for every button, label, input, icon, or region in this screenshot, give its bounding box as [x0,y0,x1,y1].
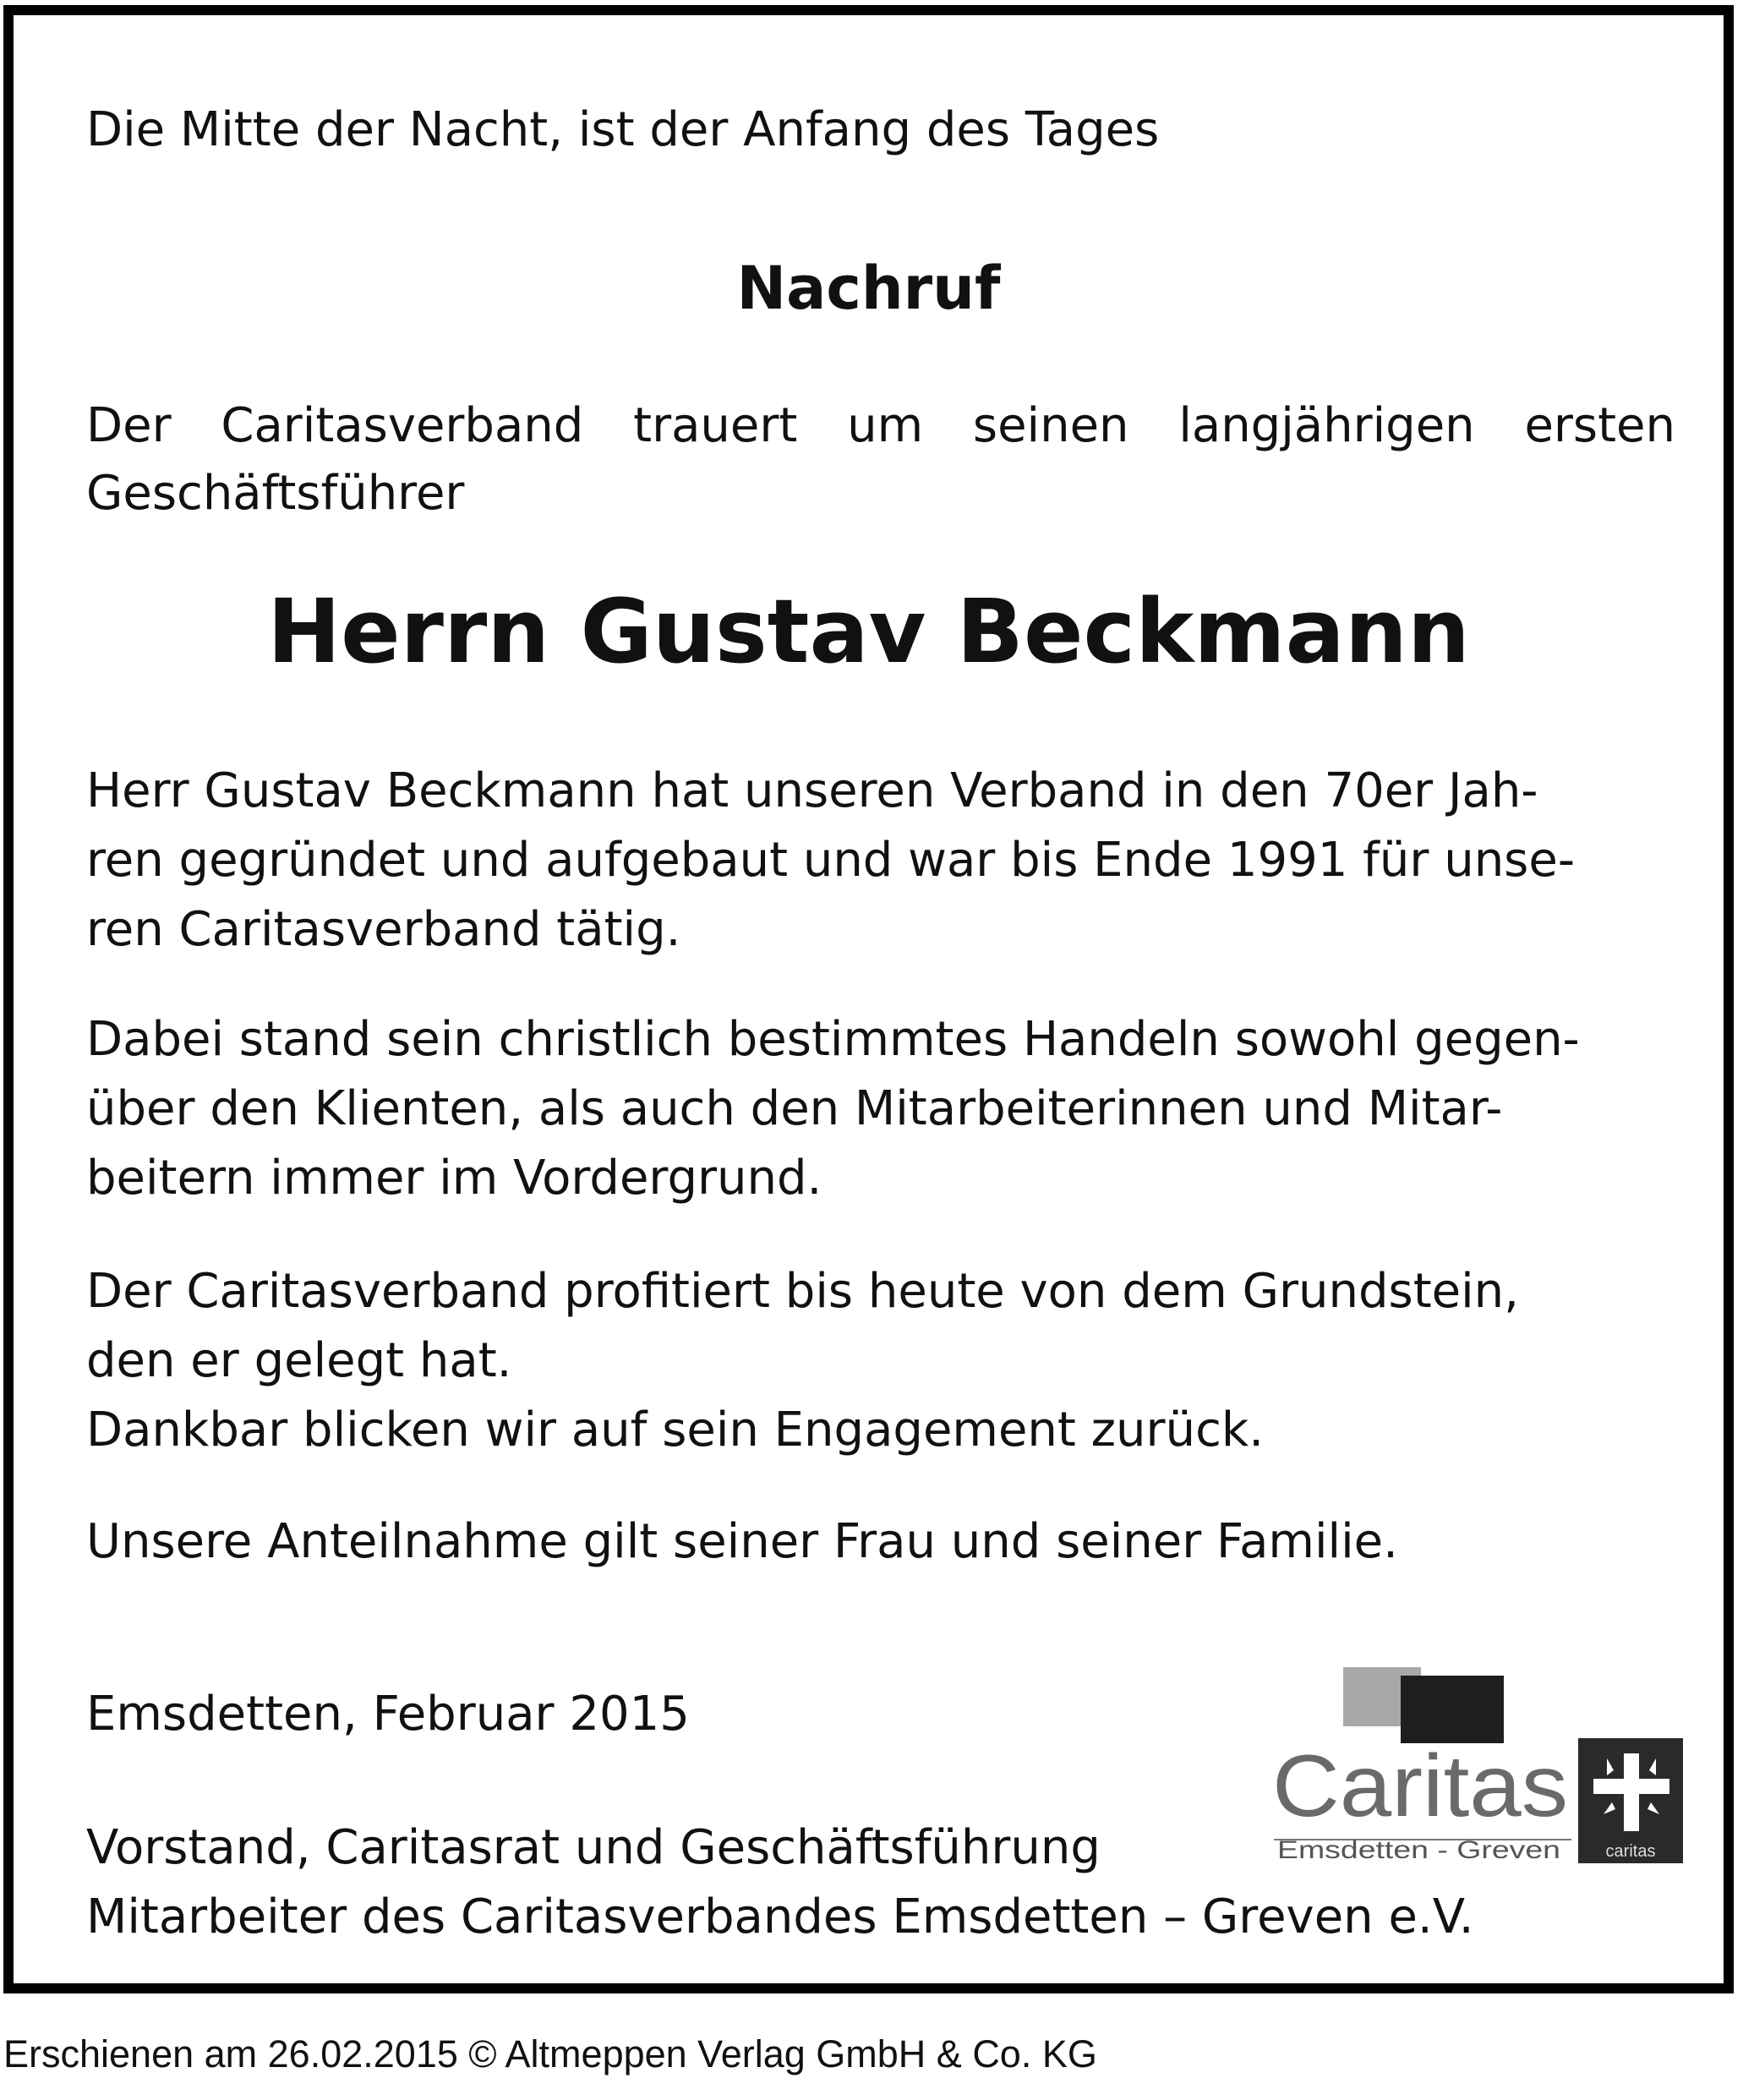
logo-subtitle: Emsdetten - Greven [1277,1836,1560,1864]
paragraph-4: Unsere Anteilnahme gilt seiner Frau und seiner Familie. [86,1514,1398,1569]
paragraph-3-line-2: den er gelegt hat. [86,1333,512,1388]
paragraph-1-line-3: ren Caritasverband tätig. [86,902,681,957]
paragraph-3-line-3: Dankbar blicken wir auf sein Engagement zurück. [86,1403,1265,1457]
caritas-logo [1269,1665,1687,1865]
signature-line-2: Mitarbeiter des Caritasverbandes Emsdetten – Greven e.V. [86,1889,1474,1944]
paragraph-1-line-2: ren gegründet und aufgebaut und war bis Ende 1991 für unse- [86,833,1576,888]
signature-line-1: Vorstand, Caritasrat und Geschäftsführung [86,1820,1101,1875]
paragraph-1-line-1: Herr Gustav Beckmann hat unseren Verband in den 70er Jah- [86,763,1538,818]
obituary-title: Nachruf [736,254,1001,323]
publication-footer: Erschienen am 26.02.2015 © Altmeppen Verlag GmbH & Co. KG [3,2032,1097,2075]
paragraph-3-line-1: Der Caritasverband profitiert bis heute von dem Grundstein, [86,1264,1519,1319]
logo-wordmark: Caritas [1272,1737,1568,1835]
motto: Die Mitte der Nacht, ist der Anfang des Tages [86,102,1160,157]
paragraph-2-line-3: beitern immer im Vordergrund. [86,1151,822,1206]
paragraph-2-line-2: über den Klienten, als auch den Mitarbeiterinnen und Mitar- [86,1081,1503,1136]
logo-badge-label: caritas [1605,1842,1656,1861]
intro-line-1: Der Caritasverband trauert um seinen langjährigen ersten [86,398,1675,453]
obituary-frame [3,5,1734,1993]
deceased-name: Herrn Gustav Beckmann [267,580,1470,683]
place-date: Emsdetten, Februar 2015 [86,1687,690,1742]
intro-line-2: Geschäftsführer [86,466,465,521]
paragraph-2-line-1: Dabei stand sein christlich bestimmtes Handeln sowohl gegen- [86,1012,1580,1067]
